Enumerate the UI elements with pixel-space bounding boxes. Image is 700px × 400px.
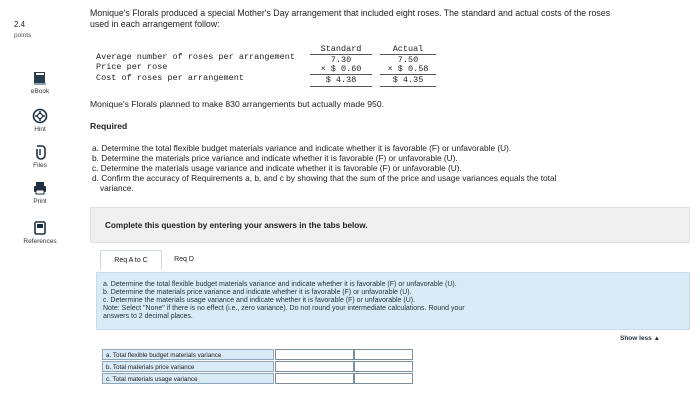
- table-row: [102, 373, 274, 384]
- sidebar-item-print[interactable]: [10, 180, 70, 205]
- requirements-list: [92, 143, 692, 193]
- row-label: b. Total materials price variance: [106, 364, 195, 371]
- sidebar-item-ebook[interactable]: [10, 70, 70, 95]
- table-cell: $ 4.38: [325, 75, 357, 85]
- sidebar-item-label: References: [23, 238, 57, 245]
- tab-label: Req D: [174, 256, 194, 263]
- instructions-panel: [96, 272, 690, 330]
- instruction-banner: [90, 207, 690, 243]
- sidebar-item-label: eBook: [30, 88, 50, 95]
- variance-amount-input[interactable]: [275, 349, 354, 360]
- table-row-label: Cost of roses per arrangement: [96, 73, 244, 83]
- sidebar-item-references[interactable]: [10, 220, 70, 245]
- requirement-item: d. Confirm the accuracy of Requirements a, b, and c by showing that the sum of the price and usage variances equals the total: [92, 173, 557, 183]
- sidebar-item-label: Print: [33, 198, 47, 205]
- favorable-select[interactable]: [354, 349, 413, 360]
- intro-line: Monique's Florals produced a special Mother's Day arrangement that included eight roses. The standard and actual costs of the roses: [90, 8, 611, 18]
- table-row: [102, 361, 274, 372]
- table-cell: 7.30: [330, 55, 352, 65]
- tab-req-d[interactable]: [166, 250, 202, 270]
- tab-req-a-to-c[interactable]: [100, 250, 162, 270]
- sidebar-item-hint[interactable]: [10, 108, 70, 133]
- favorable-select[interactable]: [354, 361, 413, 372]
- divider: [310, 86, 372, 87]
- table-row-label: Average number of roses per arrangement: [96, 52, 295, 62]
- instructions-text: [103, 281, 683, 321]
- points-label: points: [14, 32, 32, 39]
- files-icon: [32, 144, 48, 160]
- instruction-line: b. Determine the materials price variance and indicate whether it is favorable (F) or unfavorable (U).: [103, 289, 412, 296]
- table-row: [102, 349, 274, 360]
- table-cell: × $ 0.58: [387, 64, 429, 74]
- sidebar-item-label: Hint: [34, 126, 46, 133]
- instruction-line: c. Determine the materials usage variance and indicate whether it is favorable (F) or unfavorable (U).: [103, 297, 416, 304]
- requirement-item: c. Determine the materials usage variance and indicate whether it is favorable (F) or unfavorable (U).: [92, 163, 462, 173]
- print-icon: [32, 180, 48, 196]
- instruction-line: Note: Select "None" if there is no effect (i.e., zero variance). Do not round your intermediate calculations. Round your: [103, 305, 465, 312]
- row-label: a. Total flexible budget materials variance: [106, 352, 222, 359]
- requirement-item: variance.: [100, 183, 134, 193]
- question-intro: [90, 8, 690, 30]
- favorable-select[interactable]: [354, 373, 413, 384]
- variance-amount-input[interactable]: [275, 373, 354, 384]
- variance-amount-input[interactable]: [275, 361, 354, 372]
- hint-icon: [32, 108, 48, 124]
- show-less-button[interactable]: Show less ▲: [620, 335, 661, 342]
- planned-text: Monique's Florals planned to make 830 arrangements but actually made 950.: [90, 99, 385, 109]
- sidebar-item-label: Files: [33, 162, 47, 169]
- table-cell: × $ 0.60: [320, 64, 362, 74]
- table-row-label: Price per rose: [96, 62, 168, 72]
- book-icon: [32, 70, 48, 86]
- table-cell: $ 4.35: [392, 75, 424, 85]
- instruction-line: answers to 2 decimal places.: [103, 313, 193, 320]
- col-actual-header: Actual: [392, 44, 424, 54]
- sidebar-item-files[interactable]: [10, 144, 70, 169]
- col-standard-header: Standard: [320, 44, 362, 54]
- tab-label: Req A to C: [114, 257, 148, 264]
- required-heading: Required: [90, 121, 128, 131]
- divider: [380, 86, 436, 87]
- table-cell: 7.50: [397, 55, 419, 65]
- references-icon: [32, 220, 48, 236]
- points-value: 2.4: [14, 20, 26, 29]
- requirement-item: a. Determine the total flexible budget materials variance and indicate whether it is favorable (F) or unfavorable (U).: [92, 143, 512, 153]
- requirement-item: b. Determine the materials price variance and indicate whether it is favorable (F) or unfavorable (U).: [92, 153, 458, 163]
- banner-text: Complete this question by entering your answers in the tabs below.: [105, 221, 368, 230]
- instruction-line: a. Determine the total flexible budget materials variance and indicate whether it is favorable (F) or unfavorable (U).: [103, 281, 457, 288]
- row-label: c. Total materials usage variance: [106, 376, 198, 383]
- intro-line: used in each arrangement follow:: [90, 19, 220, 29]
